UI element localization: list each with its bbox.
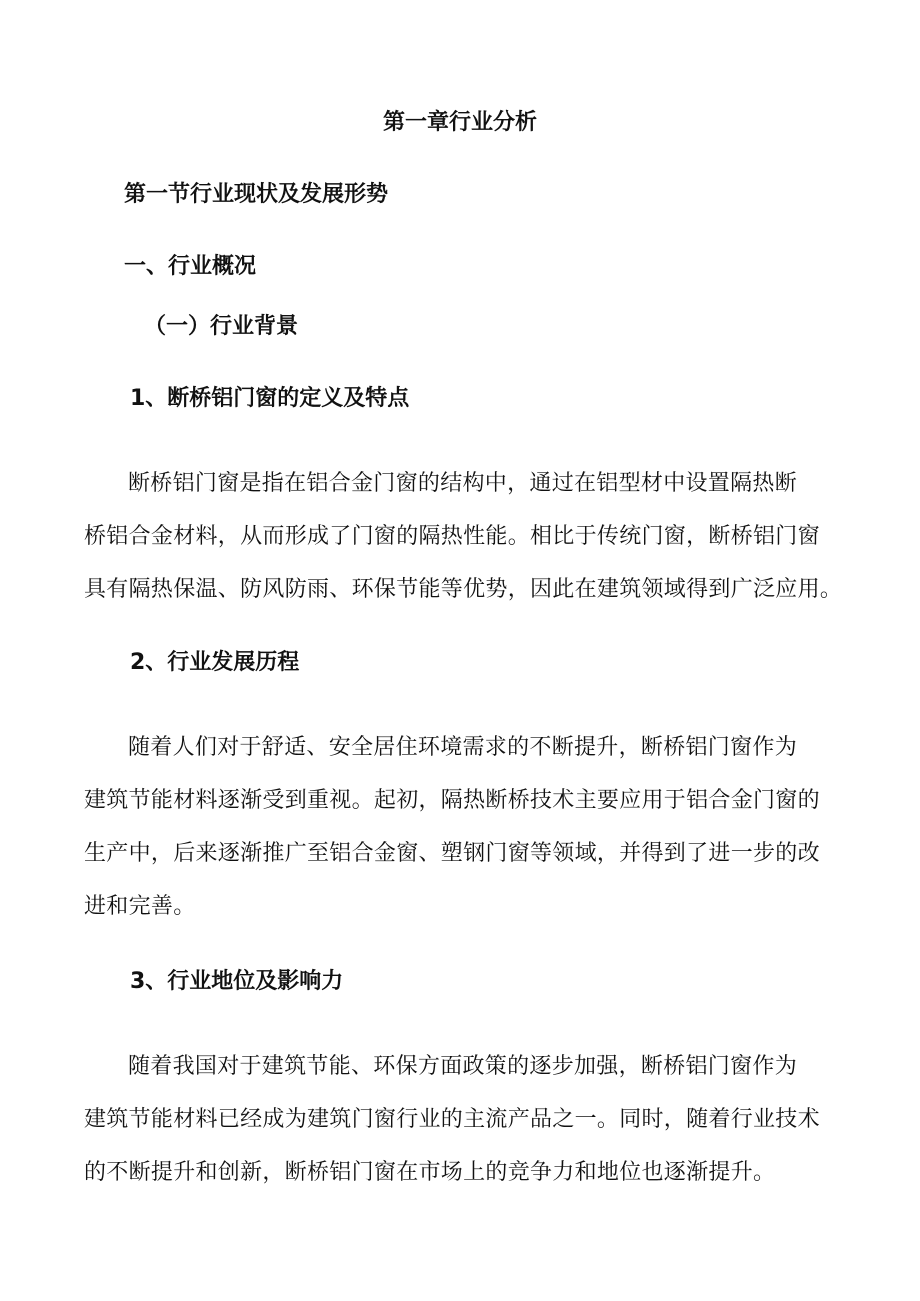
paragraph-line: 断桥铝门窗是指在铝合金门窗的结构中，通过在铝型材中设置隔热断 xyxy=(128,471,798,496)
heading-industry-overview: 一、行业概况 xyxy=(124,254,257,279)
paragraph-line: 的不断提升和创新，断桥铝门窗在市场上的竞争力和地位也逐渐提升。 xyxy=(84,1160,776,1185)
paragraph-line: 建筑节能材料逐渐受到重视。起初，隔热断桥技术主要应用于铝合金门窗的 xyxy=(84,788,820,813)
paragraph-line: 建筑节能材料已经成为建筑门窗行业的主流产品之一。同时，随着行业技术 xyxy=(84,1107,820,1132)
subheading-industry-background: （一）行业背景 xyxy=(144,314,299,339)
item-heading-history: 2、行业发展历程 xyxy=(130,650,300,675)
paragraph-line: 随着人们对于舒适、安全居住环境需求的不断提升，断桥铝门窗作为 xyxy=(128,735,798,760)
paragraph-line: 进和完善。 xyxy=(84,894,196,919)
paragraph-line: 随着我国对于建筑节能、环保方面政策的逐步加强，断桥铝门窗作为 xyxy=(128,1054,798,1079)
chapter-title: 第一章行业分析 xyxy=(382,110,537,135)
section-title: 第一节行业现状及发展形势 xyxy=(124,182,389,207)
paragraph-history xyxy=(84,721,836,933)
paragraph-line: 桥铝合金材料，从而形成了门窗的隔热性能。相比于传统门窗，断桥铝门窗 xyxy=(84,524,820,549)
paragraph-line: 具有隔热保温、防风防雨、环保节能等优势，因此在建筑领域得到广泛应用。 xyxy=(84,577,843,602)
item-heading-definition: 1、断桥铝门窗的定义及特点 xyxy=(130,386,410,411)
paragraph-position xyxy=(84,1040,836,1199)
paragraph-line: 生产中，后来逐渐推广至铝合金窗、塑钢门窗等领域，并得到了进一步的改 xyxy=(84,841,820,866)
item-heading-position: 3、行业地位及影响力 xyxy=(130,969,344,994)
paragraph-definition xyxy=(84,457,843,616)
